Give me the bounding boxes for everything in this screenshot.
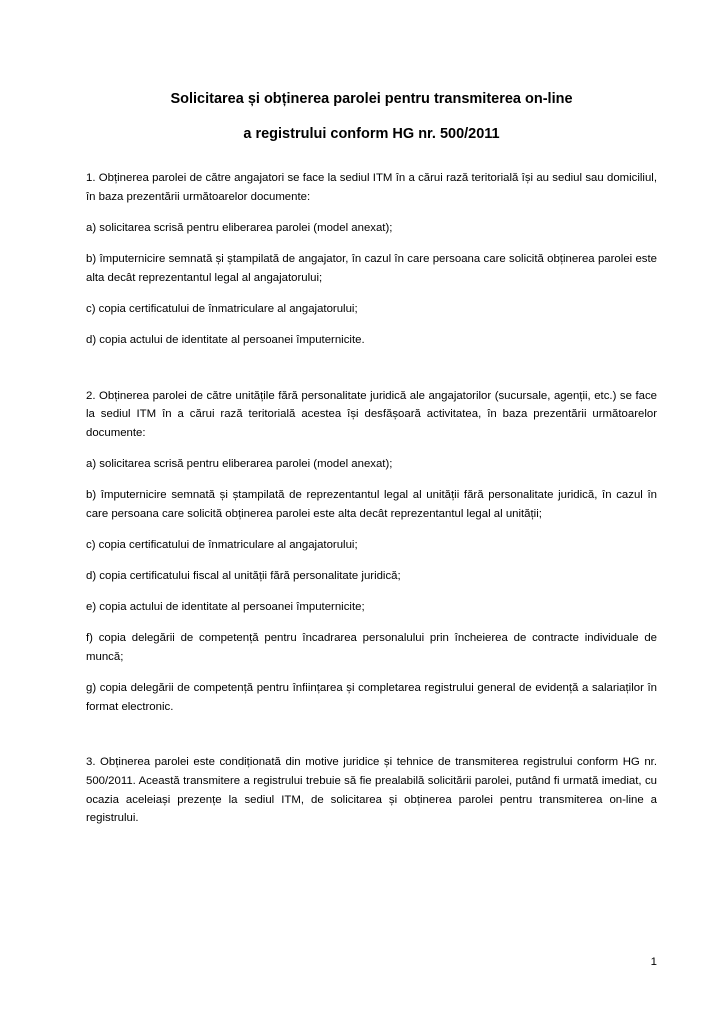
list-item: b) împuternicire semnată și ștampilată de reprezentantul legal al unității fără personalitate juridică, în cazul în care persoana care solicită obținerea parolei este alta decât reprezentantul legal al unității; [86,489,657,520]
document-title-line-1: Solicitarea și obținerea parolei pentru transmiterea on-line [170,91,573,107]
document-body [86,169,657,840]
list-item: d) copia actului de identitate al persoanei împuternicite. [86,333,365,346]
list-item: b) împuternicire semnată și ștampilată de angajator, în cazul în care persoana care solicită obținerea parolei este alta decât reprezentantul legal al angajatorului; [86,252,657,284]
list-item: a) solicitarea scrisă pentru eliberarea parolei (model anexat); [86,221,393,234]
list-item: c) copia certificatului de înmatriculare al angajatorului; [86,538,358,551]
list-item: f) copia delegării de competență pentru încadrarea personalului prin încheierea de contracte individuale de muncă; [86,632,657,664]
list-item: e) copia actului de identitate al persoanei împuternicite; [86,601,365,614]
document-title-line-2: a registrului conform HG nr. 500/2011 [243,126,500,142]
list-item: g) copia delegării de competență pentru înființarea și completarea registrului general de evidență a salariaților în format electronic. [86,682,657,713]
list-item: d) copia certificatului fiscal al unității fără personalitate juridică; [86,570,401,583]
list-item: a) solicitarea scrisă pentru eliberarea parolei (model anexat); [86,457,393,470]
paragraph: 3. Obținerea parolei este condiționată din motive juridice și tehnice de transmiterea registrului conform HG nr. 500/2011. Această transmitere a registrului trebuie să fie prealabilă solicitării parolei, putând fi urmată imediat, cu ocazia aceleiași prezențe la sediul ITM, de solicitarea și obținerea parolei pentru transmiterea on-line a registrului. [86,756,657,825]
paragraph: 1. Obținerea parolei de către angajatori se face la sediul ITM în a cărui rază teritorială își au sediul sau domiciliul, în baza prezentării următoarelor documente: [86,172,657,203]
paragraph: 2. Obținerea parolei de către unitățile fără personalitate juridică ale angajatorilor (sucursale, agenții, etc.) se face la sediul ITM în a cărui rază teritorială acestea își desfășoară activitatea, în baza prezentării următoarelor documente: [86,389,657,439]
list-item: c) copia certificatului de înmatriculare al angajatorului; [86,302,358,315]
page-number: 1 [650,956,657,968]
